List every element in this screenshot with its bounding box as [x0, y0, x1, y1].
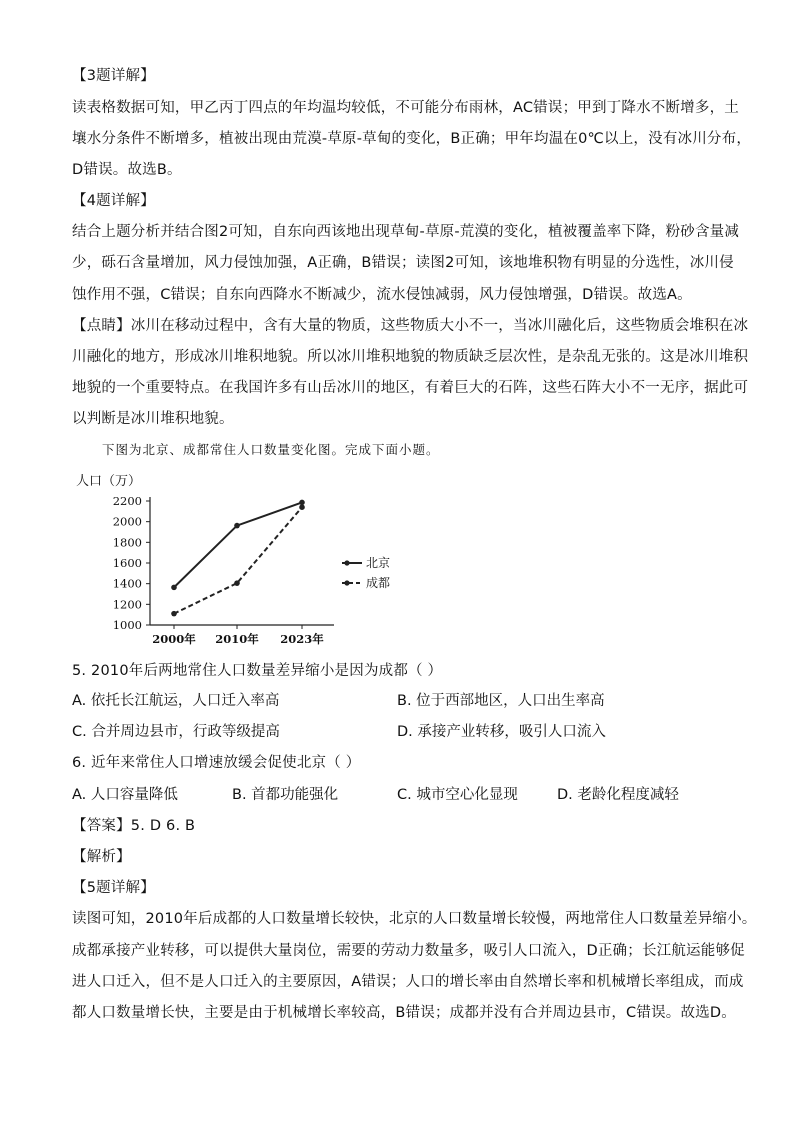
- answer-line: 【答案】5. D 6. B: [72, 818, 196, 834]
- q3-text-line-1: 读表格数据可知，甲乙丙丁四点的年均温均较低，不可能分布雨林，AC错误；甲到丁降水不断增多，土: [72, 100, 739, 116]
- q5-option-c: C. 合并周边县市，行政等级提高: [72, 724, 280, 740]
- dianjing-line-2: 川融化的地方，形成冰川堆积地貌。所以冰川堆积地貌的物质缺乏层次性，是杂乱无张的。这是冰川堆积: [72, 349, 749, 365]
- legend-label: 成都: [366, 576, 391, 590]
- q5-stem: 5. 2010年后两地常住人口数量差异缩小是因为成都（ ）: [72, 663, 443, 679]
- q6-option-d: D. 老龄化程度减轻: [557, 787, 679, 803]
- y-tick-label: 1200: [112, 597, 142, 612]
- q3-text-line-3: D错误。故选B。: [72, 162, 182, 178]
- q4-text-line-2: 少，砾石含量增加，风力侵蚀加强，A正确，B错误；读图2可知，该地堆积物有明显的分选性，冰川侵: [72, 255, 734, 271]
- y-tick-label: 1600: [112, 556, 142, 570]
- x-tick-labels: [152, 625, 324, 646]
- legend-marker: [344, 580, 349, 585]
- q3-text-line-2: 壤水分条件不断增多，植被出现由荒漠-草原-草甸的变化，B正确；甲年均温在0℃以上，没有冰川分布，: [72, 131, 752, 147]
- data-point: [299, 504, 305, 510]
- analysis-header: 【解析】: [72, 849, 131, 865]
- data-point: [234, 523, 240, 529]
- q5-header: 【5题详解】: [72, 880, 155, 896]
- q3-header: 【3题详解】: [72, 68, 155, 84]
- dianjing-line-3: 地貌的一个重要特点。在我国许多有山岳冰川的地区，有着巨大的石阵，这些石阵大小不一无序，据此可: [72, 380, 749, 396]
- x-tick-label: 2000年: [152, 632, 196, 646]
- y-axis-label: 人口（万）: [76, 474, 142, 489]
- x-tick-label: 2010年: [215, 632, 259, 646]
- q5-text-line-4: 都人口数量增长快，主要是由于机械增长率较高，B错误；成都并没有合并周边县市，C错误。故选D。: [72, 1005, 736, 1021]
- population-line-chart: [72, 465, 391, 655]
- q6-option-a: A. 人口容量降低: [72, 787, 178, 803]
- x-tick-label: 2023年: [280, 632, 324, 646]
- q5-option-a: A. 依托长江航运，人口迁入率高: [72, 693, 280, 709]
- q6-stem: 6. 近年来常住人口增速放缓会促使北京（ ）: [72, 755, 361, 771]
- y-tick-label: 1400: [112, 576, 142, 591]
- q5-text-line-2: 成都承接产业转移，可以提供大量岗位，需要的劳动力数量多，吸引人口流入，D正确；长江航运能够促: [72, 943, 745, 959]
- chart-legend: [342, 555, 390, 590]
- dianjing-line-4: 以判断是冰川堆积地貌。: [72, 411, 234, 427]
- figure-caption: 下图为北京、成都常住人口数量变化图。完成下面小题。: [102, 442, 440, 457]
- q5-option-b: B. 位于西部地区，人口出生率高: [397, 693, 605, 709]
- q5-option-d: D. 承接产业转移，吸引人口流入: [397, 724, 606, 740]
- y-tick-label: 2200: [112, 494, 142, 508]
- dianjing-line-1: 【点睛】冰川在移动过程中，含有大量的物质，这些物质大小不一，当冰川融化后，这些物质会堆积在冰: [72, 318, 749, 334]
- y-tick-label: 1000: [112, 618, 142, 632]
- legend-label: 北京: [366, 556, 391, 570]
- series-line-beijing: [174, 502, 302, 587]
- q6-option-c: C. 城市空心化显现: [397, 787, 518, 803]
- chart-series: [171, 500, 305, 617]
- chart-axes: [150, 497, 334, 625]
- legend-marker: [344, 560, 349, 565]
- y-tick-label: 1800: [112, 535, 142, 550]
- data-point: [171, 585, 177, 591]
- q4-text-line-3: 蚀作用不强，C错误；自东向西降水不断减少，流水侵蚀减弱，风力侵蚀增强，D错误。故选A。: [72, 287, 692, 303]
- q4-text-line-1: 结合上题分析并结合图2可知，自东向西该地出现草甸-草原-荒漠的变化，植被覆盖率下降，粉砂含量减: [72, 224, 740, 240]
- data-point: [171, 611, 177, 617]
- q4-header: 【4题详解】: [72, 193, 155, 209]
- q5-text-line-1: 读图可知，2010年后成都的人口数量增长较快，北京的人口数量增长较慢，两地常住人口数量差异缩小。: [72, 911, 757, 927]
- y-tick-labels: [113, 494, 150, 632]
- q6-option-b: B. 首都功能强化: [232, 787, 339, 803]
- data-point: [234, 580, 240, 586]
- q5-text-line-3: 进人口迁入，但不是人口迁入的主要原因，A错误；人口的增长率由自然增长率和机械增长率组成，而成: [72, 974, 744, 990]
- y-tick-label: 2000: [112, 514, 142, 529]
